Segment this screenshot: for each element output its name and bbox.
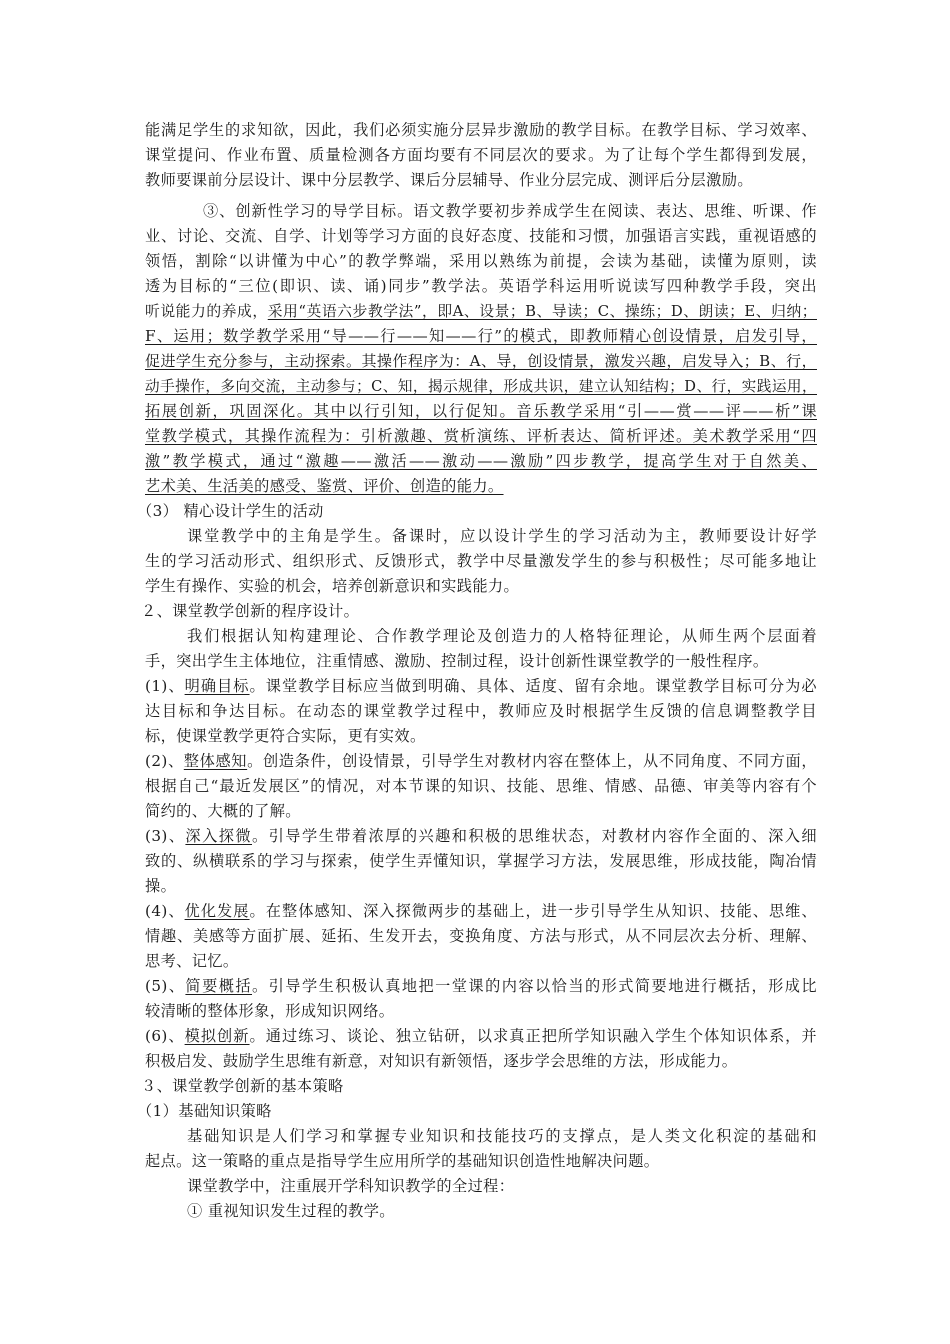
text-run: 标，使课堂教学更符合实际，更有实效。 <box>145 727 426 745</box>
text-line <box>145 699 817 724</box>
underlined-text: 激”教学模式，通过“激趣——激活——激动——激励”四步教学，提高学生对于自然美、 <box>145 452 817 470</box>
underlined-text: 简要概括 <box>185 977 253 995</box>
text-run: ２、课堂教学创新的程序设计。 <box>141 602 360 620</box>
text-run: 课堂教学中的主角是学生。备课时，应以设计学生的学习活动为主，教师要设计好学 <box>187 527 817 545</box>
text-run: ① 重视知识发生过程的教学。 <box>187 1202 395 1220</box>
text-run: 积极启发、鼓励学生思维有新意，对知识有新领悟，逐步学会思维的方法，形成能力。 <box>145 1052 738 1070</box>
text-line <box>145 1024 817 1049</box>
underlined-text: 拓展创新，巩固深化。其中以行引知，以行促知。音乐教学采用“引——赏——评——析”课 <box>145 402 817 420</box>
text-line <box>145 224 817 249</box>
text-run: 课堂教学中，注重展开学科知识教学的全过程： <box>187 1177 515 1195</box>
text-run: 。创造条件，创设情景，引导学生对教材内容在整体上，从不同角度、不同方面， <box>247 752 817 770</box>
text-run: (5)、 <box>145 977 186 995</box>
text-run: 简约的、大概的了解。 <box>145 802 301 820</box>
text-line <box>145 274 817 299</box>
text-line <box>145 1049 817 1074</box>
text-line <box>145 949 817 974</box>
text-run: ③、创新性学习的导学目标。语文教学要初步养成学生在阅读、表达、思维、听课、作 <box>203 202 817 220</box>
underlined-text: 堂教学模式，其操作流程为：引析激趣、赏析演练、评析表达、简析评述。美术教学采用“四 <box>145 427 817 445</box>
text-run: 。通过练习、谈论、独立钻研，以求真正把所学知识融入学生个体知识体系，并 <box>249 1027 817 1045</box>
text-run: (1)、 <box>145 677 185 695</box>
text-run: (2)、 <box>145 752 184 770</box>
underlined-text: 艺术美、生活美的感受、鉴赏、评价、创造的能力。 <box>145 477 504 495</box>
text-line <box>137 499 817 524</box>
text-line <box>187 1199 817 1224</box>
underlined-text: 模拟创新 <box>184 1027 250 1045</box>
text-line <box>145 1149 817 1174</box>
text-run: 教师要课前分层设计、课中分层教学、课后分层辅导、作业分层完成、测评后分层激励。 <box>145 171 753 189</box>
text-line <box>145 774 817 799</box>
text-line <box>187 1124 817 1149</box>
underlined-text: 采用“英语六步教学法”，即A、设景；B、导读；C、操练；D、朗读；E、归纳； <box>267 303 817 320</box>
text-line <box>145 399 817 424</box>
text-line <box>141 599 817 624</box>
text-line <box>141 1074 817 1099</box>
text-run: (6)、 <box>145 1027 185 1045</box>
text-run: 基础知识是人们学习和掌握专业知识和技能技巧的支撑点，是人类文化积淀的基础和 <box>187 1127 817 1145</box>
text-line <box>187 1174 817 1199</box>
text-run: 业、讨论、交流、自学、计划等学习方面的良好态度、技能和习惯，加强语言实践，重视语感的 <box>145 227 817 245</box>
text-line <box>145 824 817 849</box>
underlined-text: F、运用；数学教学采用“导——行——知——行”的模式，即教师精心创设情景，启发引导， <box>145 327 817 345</box>
text-line <box>145 249 817 274</box>
text-line <box>145 549 817 574</box>
text-line <box>145 299 817 324</box>
text-run: 。引导学生带着浓厚的兴趣和积极的思维状态，对教材内容作全面的、深入细 <box>252 827 817 845</box>
underlined-text: 促进学生充分参与，主动探索。其操作程序为：A、导，创设情景，激发兴趣，启发导入；B、行， <box>145 352 817 370</box>
underlined-text: 明确目标 <box>184 677 250 695</box>
text-line <box>187 524 817 549</box>
text-line <box>145 649 817 674</box>
text-run: （3） 精心设计学生的活动 <box>137 502 324 520</box>
text-run: 课堂提问、作业布置、质量检测各方面均要有不同层次的要求。为了让每个学生都得到发展， <box>145 146 817 164</box>
text-line <box>145 899 817 924</box>
text-run: 生的学习活动形式、组织形式、反馈形式，教学中尽量激发学生的参与积极性；尽可能多地让 <box>145 552 817 570</box>
text-run: 领悟，割除“以讲懂为中心”的教学弊端，采用以熟练为前提，会读为基础，读懂为原则，读 <box>145 252 817 270</box>
text-run: 学生有操作、实验的机会，培养创新意识和实践能力。 <box>145 577 520 595</box>
text-run: 达目标和争达目标。在动态的课堂教学过程中，教师应及时根据学生反馈的信息调整教学目 <box>145 702 817 720</box>
text-run: （1）基础知识策略 <box>137 1102 272 1120</box>
text-line <box>145 849 817 874</box>
text-line <box>145 749 817 774</box>
text-line <box>145 374 817 399</box>
text-run: (4)、 <box>145 902 185 920</box>
text-run: (3)、 <box>145 827 186 845</box>
underlined-text: 深入探微 <box>185 827 253 845</box>
text-line <box>137 1099 817 1124</box>
text-run: 能满足学生的求知欲，因此，我们必须实施分层异步激励的教学目标。在教学目标、学习效率、 <box>145 121 817 139</box>
text-run: 思考、记忆。 <box>145 952 239 970</box>
text-line <box>145 424 817 449</box>
underlined-text: 动手操作，多向交流，主动参与；C、知，揭示规律，形成共识，建立认知结构；D、行，实践运用， <box>145 378 817 395</box>
text-run: 。课堂教学目标应当做到明确、具体、适度、留有余地。课堂教学目标可分为必 <box>249 677 817 695</box>
text-line <box>187 624 817 649</box>
text-line <box>145 118 817 143</box>
text-run: 。引导学生积极认真地把一堂课的内容以恰当的形式简要地进行概括，形成比 <box>252 977 817 995</box>
text-run: ３、课堂教学创新的基本策略 <box>141 1077 344 1095</box>
text-line <box>145 449 817 474</box>
text-line <box>145 974 817 999</box>
text-line <box>145 168 817 193</box>
text-line <box>145 324 817 349</box>
text-run: 致的、纵横联系的学习与探索，使学生弄懂知识，掌握学习方法，发展思维，形成技能，陶冶情 <box>145 852 817 870</box>
text-line <box>145 999 817 1024</box>
underlined-text: 整体感知 <box>183 752 248 770</box>
text-run: 我们根据认知构建理论、合作教学理论及创造力的人格特征理论，从师生两个层面着 <box>187 627 817 645</box>
text-line <box>145 924 817 949</box>
text-run: 起点。这一策略的重点是指导学生应用所学的基础知识创造性地解决问题。 <box>145 1152 660 1170</box>
text-line <box>145 674 817 699</box>
text-line <box>145 143 817 168</box>
text-line <box>145 474 817 499</box>
text-line <box>145 349 817 374</box>
text-run: 操。 <box>145 877 177 895</box>
text-run: 手，突出学生主体地位，注重情感、激励、控制过程，设计创新性课堂教学的一般性程序。 <box>145 652 769 670</box>
text-line <box>145 799 817 824</box>
underlined-text: 优化发展 <box>184 902 250 920</box>
text-line <box>145 874 817 899</box>
text-line <box>145 574 817 599</box>
text-line <box>203 199 817 224</box>
text-line <box>145 724 817 749</box>
text-run: 。在整体感知、深入探微两步的基础上，进一步引导学生从知识、技能、思维、 <box>249 902 817 920</box>
text-run: 透为目标的“三位(即识、读、诵)同步”教学法。英语学科运用听说读写四种教学手段，突出 <box>145 277 817 295</box>
text-run: 情趣、美感等方面扩展、延拓、生发开去，变换角度、方法与形式，从不同层次去分析、理解、 <box>145 927 817 945</box>
text-run: 根据自己“最近发展区”的情况，对本节课的知识、技能、思维、情感、品德、审美等内容有个 <box>145 777 817 795</box>
text-run: 较清晰的整体形象，形成知识网络。 <box>145 1002 395 1020</box>
text-run: 听说能力的养成， <box>145 303 268 320</box>
